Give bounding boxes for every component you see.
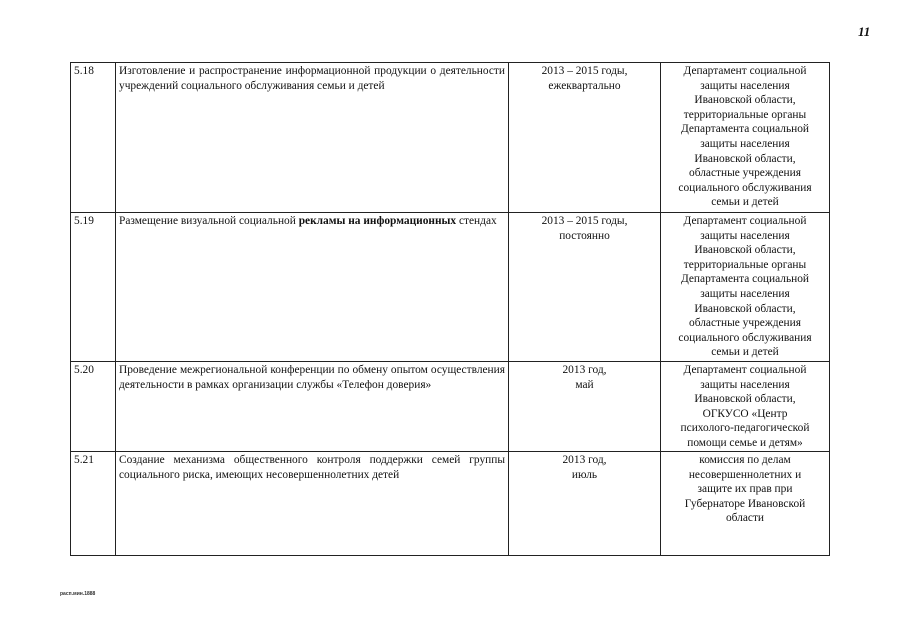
responsible-line: защите их прав при — [697, 483, 793, 496]
responsible-line: несовершеннолетних и — [688, 468, 802, 481]
responsible-line: Департамента социальной — [680, 273, 810, 286]
responsible-line: комиссия по делам — [699, 454, 791, 466]
term-period: 2013 – 2015 годы, — [541, 65, 628, 77]
responsible-line: Ивановской области, — [694, 244, 796, 257]
responsible-line: социального обслуживания — [678, 181, 812, 194]
term-period: 2013 год, — [562, 364, 607, 376]
responsible-line: территориальные органы — [683, 258, 807, 271]
term-period: 2013 – 2015 годы, — [541, 215, 628, 227]
row-number: 5.20 — [71, 362, 116, 452]
responsible-line: территориальные органы — [683, 108, 807, 121]
table-row — [71, 213, 830, 362]
term-frequency: ежеквартально — [548, 79, 621, 92]
term-cell — [509, 213, 661, 362]
table-row — [71, 362, 830, 452]
responsible-line: семьи и детей — [711, 196, 779, 209]
responsible-cell — [661, 452, 830, 556]
responsible-line: Департамент социальной — [683, 215, 807, 227]
responsible-line: защиты населения — [700, 229, 790, 242]
term-period: 2013 год, — [562, 454, 607, 466]
responsible-line: ОГКУСО «Центр — [702, 407, 788, 420]
action-text: Создание механизма общественного контроля поддержки семей группы социального риска, имеющих несовершеннолетних детей — [116, 452, 509, 556]
responsible-line: Ивановской области, — [694, 393, 796, 406]
term-frequency: июль — [571, 468, 598, 481]
responsible-line: Департамент социальной — [683, 65, 807, 77]
action-text: Проведение межрегиональной конференции по обмену опытом осуществления деятельности в рамках организации службы «Телефон доверия» — [116, 362, 509, 452]
responsible-cell — [661, 362, 830, 452]
responsible-line: областные учреждения — [689, 317, 801, 330]
footer-mark: расп.мин.1888 — [60, 591, 96, 597]
responsible-line: Департамент социальной — [683, 364, 807, 376]
action-text-part: стендах — [458, 215, 497, 227]
responsible-line: Департамента социальной — [680, 123, 810, 136]
responsible-line: помощи семье и детям» — [687, 436, 803, 449]
table-row — [71, 63, 830, 213]
responsible-line: защиты населения — [700, 287, 790, 300]
term-frequency: постоянно — [559, 229, 610, 242]
responsible-line: Губернаторе Ивановской — [684, 497, 806, 510]
term-cell — [509, 63, 661, 213]
responsible-line: областные учреждения — [689, 167, 801, 180]
responsible-line: защиты населения — [700, 137, 790, 150]
responsible-cell — [661, 63, 830, 213]
responsible-cell — [661, 213, 830, 362]
responsible-line: области — [725, 512, 765, 525]
action-text — [116, 213, 509, 362]
responsible-line: Ивановской области, — [694, 94, 796, 107]
term-frequency: май — [575, 378, 594, 391]
table-row — [71, 452, 830, 556]
action-text-part: Размещение визуальной социальной — [119, 215, 296, 227]
action-text-bold: рекламы на информационных — [298, 215, 457, 227]
term-cell — [509, 452, 661, 556]
responsible-line: защиты населения — [700, 79, 790, 92]
responsible-line: семьи и детей — [711, 346, 779, 359]
responsible-line: защиты населения — [700, 378, 790, 391]
responsible-line: социального обслуживания — [678, 331, 812, 344]
measures-table — [70, 62, 830, 556]
row-number: 5.18 — [71, 63, 116, 213]
page-number: 11 — [858, 24, 871, 39]
action-text: Изготовление и распространение информационной продукции о деятельности учреждений социального обслуживания семьи и детей — [116, 63, 509, 213]
responsible-line: Ивановской области, — [694, 302, 796, 315]
responsible-line: психолого-педагогической — [680, 422, 810, 435]
responsible-line: Ивановской области, — [694, 152, 796, 165]
row-number: 5.21 — [71, 452, 116, 556]
row-number: 5.19 — [71, 213, 116, 362]
term-cell — [509, 362, 661, 452]
